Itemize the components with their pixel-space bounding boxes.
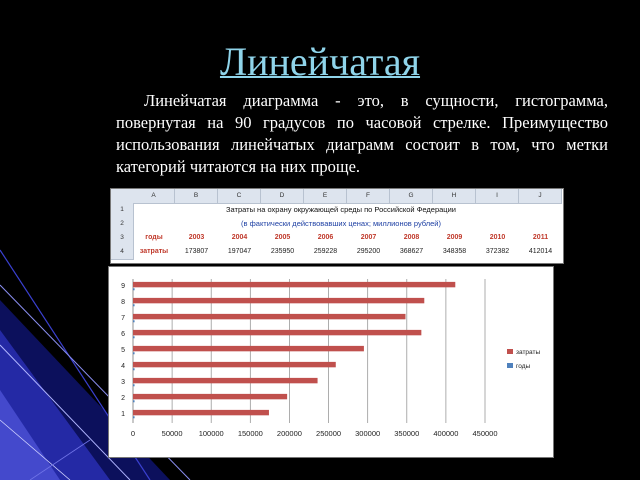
cost-cell: 173807 xyxy=(184,248,209,255)
cost-cell: 197047 xyxy=(227,248,252,255)
cost-cell: 372382 xyxy=(485,248,510,255)
legend-swatch xyxy=(507,363,513,368)
year-cell: 2005 xyxy=(274,234,291,241)
category-label: 5 xyxy=(121,346,125,354)
bar-years xyxy=(133,368,135,370)
bar-years xyxy=(133,336,135,338)
bar-years xyxy=(133,320,135,322)
cost-cell: 412014 xyxy=(528,248,553,255)
year-cell: 2010 xyxy=(489,234,506,241)
bar-chart-image xyxy=(108,266,554,458)
cost-cell: 368627 xyxy=(399,248,424,255)
column-header: A xyxy=(133,189,175,204)
bar-costs xyxy=(133,298,424,303)
row-header: 4 xyxy=(111,245,134,260)
category-label: 9 xyxy=(121,282,125,290)
bar-costs xyxy=(133,282,455,287)
row-header: 2 xyxy=(111,217,134,232)
sheet-title: Затраты на охрану окружающей среды по Российской Федерации xyxy=(226,205,456,214)
bar-costs xyxy=(133,346,364,351)
column-header: J xyxy=(519,189,562,204)
category-label: 4 xyxy=(121,362,125,370)
slide-title: Линейчатая xyxy=(219,39,421,84)
year-cell: 2003 xyxy=(188,234,205,241)
cost-cell: 348358 xyxy=(442,248,467,255)
x-tick-label: 150000 xyxy=(237,429,263,438)
cost-cell: 259228 xyxy=(313,248,338,255)
year-cell: 2006 xyxy=(317,234,334,241)
x-tick-label: 250000 xyxy=(316,429,342,438)
x-tick-label: 350000 xyxy=(394,429,420,438)
cost-cell: 235950 xyxy=(270,248,295,255)
column-header: D xyxy=(261,189,304,204)
column-header: F xyxy=(347,189,390,204)
bar-years xyxy=(133,304,135,306)
row-header: 3 xyxy=(111,231,134,246)
year-cell: 2004 xyxy=(231,234,248,241)
sheet-subtitle: (в фактически действовавших ценах; миллионов рублей) xyxy=(241,219,441,228)
x-tick-label: 200000 xyxy=(276,429,302,438)
bar-costs xyxy=(133,410,269,415)
bar-costs xyxy=(133,362,336,367)
x-tick-label: 400000 xyxy=(433,429,459,438)
x-tick-label: 450000 xyxy=(472,429,498,438)
legend-swatch xyxy=(507,349,513,354)
row-header: 1 xyxy=(111,203,134,218)
slide-body-text: Линейчатая диаграмма - это, в сущности, гистограмма, повернутая на 90 градусов по часовой стрелке. Преимущество использования линейчатых диаграмм состоит в том, что метки категорий читаются на них проще. xyxy=(116,91,608,176)
label-costs: затраты xyxy=(139,248,169,255)
column-header: H xyxy=(433,189,476,204)
x-tick-label: 300000 xyxy=(355,429,381,438)
year-cell: 2008 xyxy=(403,234,420,241)
bar-years xyxy=(133,384,135,386)
bar-costs xyxy=(133,378,318,383)
category-label: 1 xyxy=(121,410,125,418)
bar-years xyxy=(133,352,135,354)
year-cell: 2007 xyxy=(360,234,377,241)
bar-chart xyxy=(109,267,553,457)
column-header: C xyxy=(218,189,261,204)
bar-years xyxy=(133,400,135,402)
label-years: годы xyxy=(145,234,163,241)
category-label: 8 xyxy=(121,298,125,306)
column-header: B xyxy=(175,189,218,204)
x-tick-label: 0 xyxy=(130,429,136,438)
legend-label: затраты xyxy=(516,349,541,356)
cost-cell: 295200 xyxy=(356,248,381,255)
column-header: G xyxy=(390,189,433,204)
column-header: I xyxy=(476,189,519,204)
corner-cell xyxy=(111,189,134,204)
bar-years xyxy=(133,416,135,418)
bar-years xyxy=(133,288,135,290)
bar-costs xyxy=(133,330,421,335)
bar-costs xyxy=(133,314,405,319)
legend-label: годы xyxy=(516,363,531,370)
category-label: 3 xyxy=(121,378,125,386)
year-cell: 2009 xyxy=(446,234,463,241)
x-tick-label: 100000 xyxy=(198,429,224,438)
spreadsheet-image xyxy=(110,188,564,264)
year-cell: 2011 xyxy=(532,234,549,241)
column-header: E xyxy=(304,189,347,204)
bar-costs xyxy=(133,394,287,399)
category-label: 2 xyxy=(121,394,125,402)
category-label: 7 xyxy=(121,314,125,322)
x-tick-label: 50000 xyxy=(161,429,183,438)
category-label: 6 xyxy=(121,330,125,338)
